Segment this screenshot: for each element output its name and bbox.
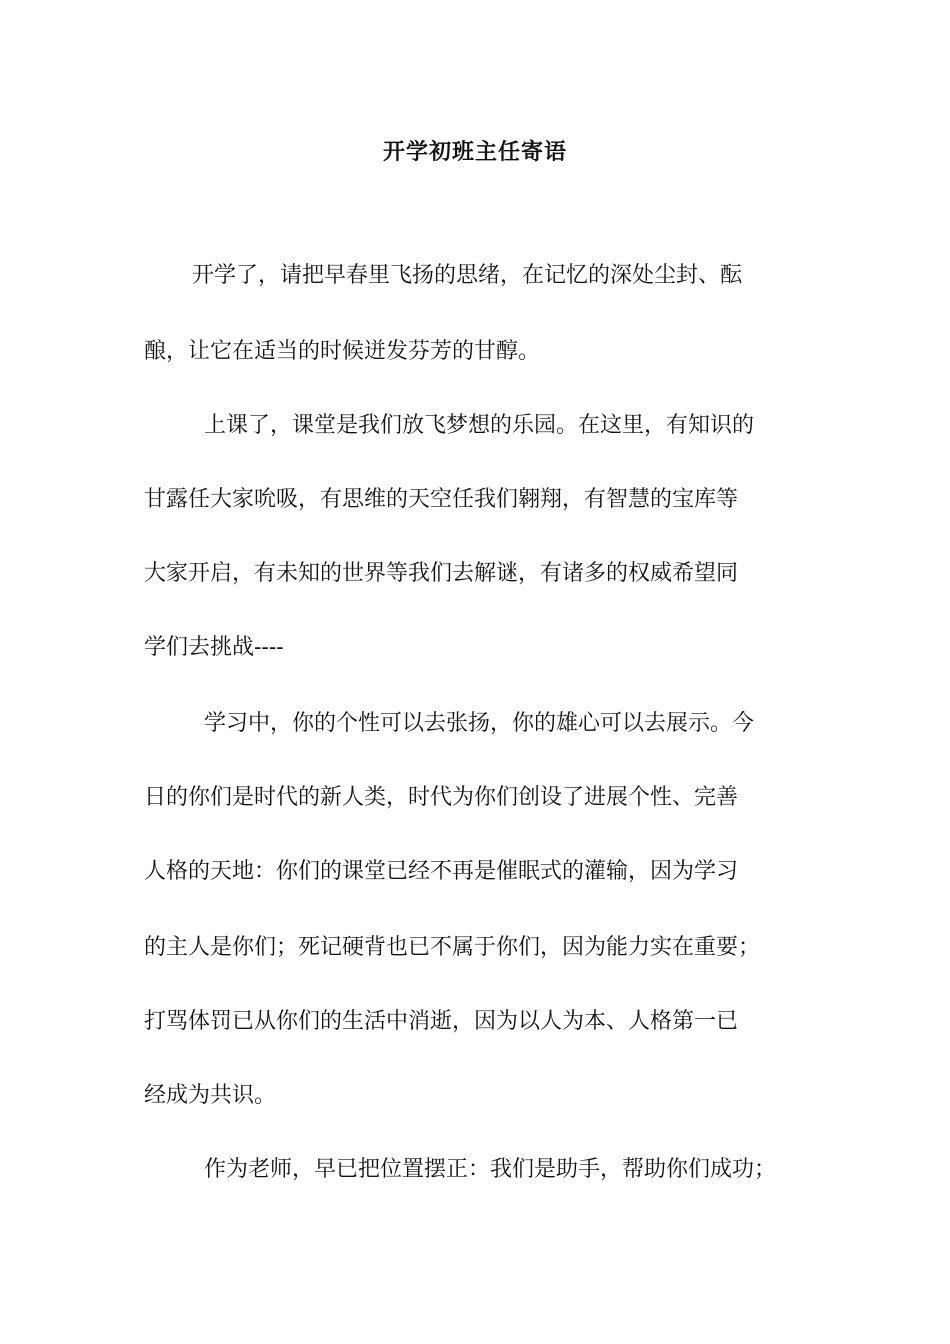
paragraph-1-line-2: 酿，让它在适当的时候迸发芬芳的甘醇。 — [144, 339, 541, 364]
paragraph-3-line-2: 日的你们是时代的新人类，时代为你们创设了进展个性、完善 — [144, 785, 739, 810]
paragraph-4-line-1: 作为老师，早已把位置摆正：我们是助手，帮助你们成功； — [204, 1157, 777, 1182]
paragraph-3-line-6: 经成为共识。 — [144, 1083, 277, 1108]
page-title: 开学初班主任寄语 — [382, 139, 567, 165]
paragraph-1-line-1: 开学了，请把早春里飞扬的思绪，在记忆的深处尘封、酝 — [192, 263, 743, 288]
paragraph-3-line-1: 学习中，你的个性可以去张扬，你的雄心可以去展示。今 — [204, 711, 755, 736]
paragraph-3-line-4: 的主人是你们；死记硬背也已不属于你们，因为能力实在重要； — [144, 935, 761, 960]
paragraph-2-line-4: 学们去挑战---- — [144, 635, 284, 660]
paragraph-2-line-2: 甘露任大家吮吸，有思维的天空任我们翱翔，有智慧的宝库等 — [144, 487, 739, 512]
paragraph-2-line-3: 大家开启，有未知的世界等我们去解谜，有诸多的权威希望同 — [144, 561, 739, 586]
paragraph-3-line-3: 人格的天地：你们的课堂已经不再是催眠式的灌输，因为学习 — [144, 859, 739, 884]
paragraph-2-line-1: 上课了，课堂是我们放飞梦想的乐园。在这里，有知识的 — [204, 413, 755, 438]
paragraph-3-line-5: 打骂体罚已从你们的生活中消逝，因为以人为本、人格第一已 — [144, 1009, 739, 1034]
